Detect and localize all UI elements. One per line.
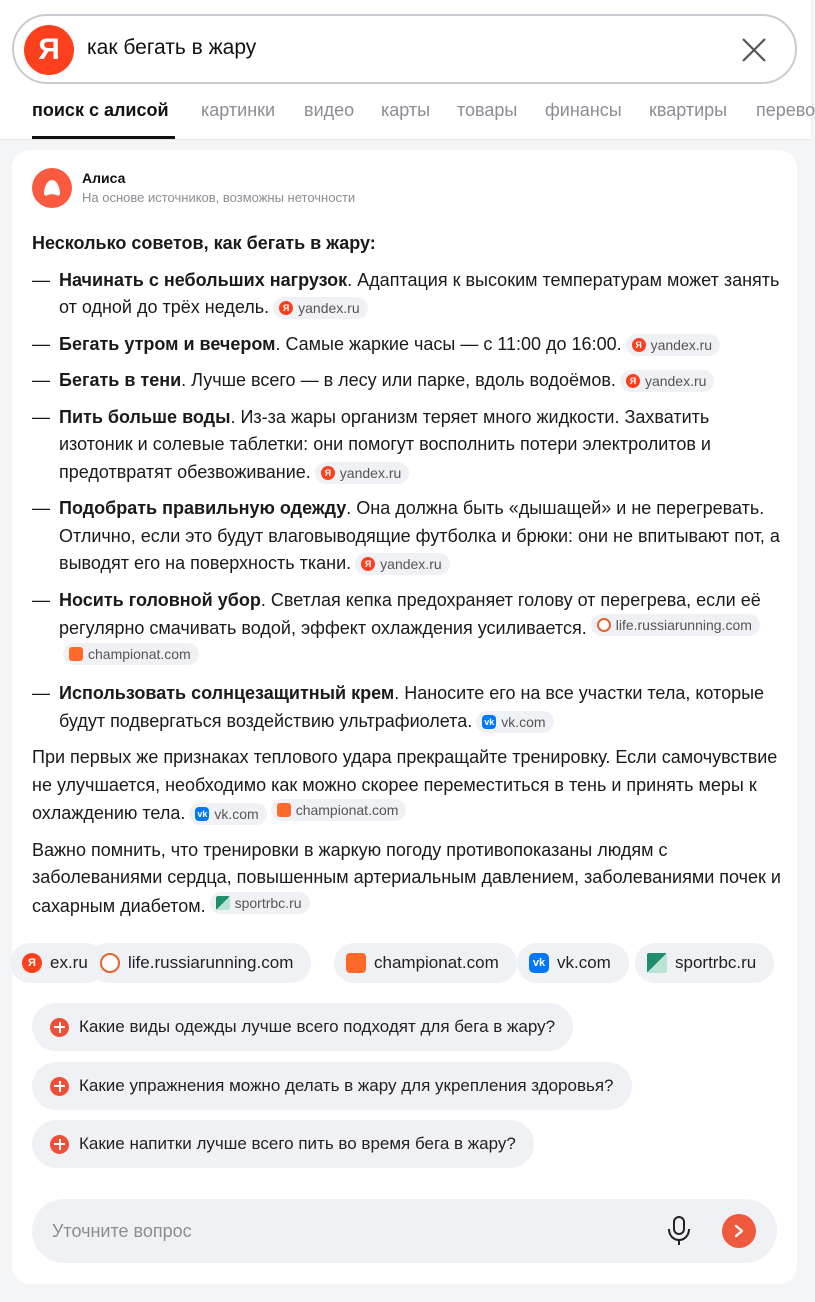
- sportrbc-icon: [647, 953, 667, 973]
- source-chip-label: life.russiarunning.com: [615, 617, 752, 633]
- suggestion-exercises[interactable]: [32, 1062, 632, 1110]
- tab-images[interactable]: картинки: [201, 100, 276, 120]
- russiarunning-icon: [597, 618, 611, 632]
- item-title: Бегать утром и вечером: [59, 333, 276, 354]
- source-chip-label: yandex.ru: [644, 373, 707, 389]
- source-chip[interactable]: [626, 334, 720, 356]
- chevron-right-icon: [732, 1224, 746, 1238]
- item-text: . Адаптация к высоким температурам может занять от одной до трёх недель.: [59, 269, 780, 317]
- yandex-icon: Я: [22, 953, 42, 973]
- source-chip-label: championat.com: [295, 802, 399, 818]
- item-title: Использовать солнцезащитный крем: [59, 683, 395, 703]
- answer-item: [32, 587, 782, 672]
- paragraph-text: При первых же признаках теплового удара прекращайте тренировку. Если самочувствие не улучшается, необходимо как можно скорее переместиться в тень и принять меры к охлаждению тела.: [32, 747, 778, 823]
- source-chip[interactable]: [273, 297, 367, 319]
- header: [0, 0, 815, 140]
- list-dash: —: [32, 333, 50, 354]
- answer-paragraph: [32, 837, 782, 921]
- answer-item: [32, 404, 782, 487]
- answer-item: [32, 367, 782, 395]
- tab-products[interactable]: товары: [457, 100, 518, 120]
- tab-finance[interactable]: финансы: [545, 100, 622, 120]
- championat-icon: [277, 803, 291, 817]
- sportrbc-icon: [216, 896, 230, 910]
- source-chip[interactable]: [591, 614, 760, 636]
- close-icon[interactable]: [740, 36, 768, 64]
- alice-answer-card: [12, 150, 797, 1284]
- suggestion-label: Какие упражнения можно делать в жару для укрепления здоровья?: [79, 1076, 614, 1095]
- answer-paragraphs: [32, 744, 782, 920]
- answer-paragraph: [32, 744, 782, 828]
- microphone-icon[interactable]: [666, 1215, 692, 1247]
- list-dash: —: [32, 589, 50, 610]
- item-text: . Из-за жары организм теряет много жидкости. Захватить изотоник и солевые таблетки: они помогут восполнить потери электролитов и предотвратят обезвоживание.: [59, 406, 711, 482]
- yandex-icon: Я: [279, 301, 293, 315]
- suggestion-label: Какие напитки лучше всего пить во время бега в жару?: [79, 1134, 516, 1153]
- tab-alice[interactable]: поиск с алисой: [32, 100, 169, 120]
- item-text: . Самые жаркие часы — с 11:00 до 16:00.: [275, 333, 622, 354]
- source-chip-label: yandex.ru: [650, 336, 713, 353]
- item-text: . Она должна быть «дышащей» и не перегревать. Отлично, если это будут влаговыводящие футболка и брюки: они не впитывают пот, а выводят его на поверхность ткани.: [59, 498, 780, 573]
- list-dash: —: [32, 269, 50, 290]
- source-chip[interactable]: [315, 462, 409, 484]
- send-button[interactable]: [722, 1214, 756, 1248]
- item-title: Начинать с небольших нагрузок: [59, 269, 348, 290]
- vk-icon: vk: [197, 809, 208, 819]
- vk-icon: vk: [484, 716, 495, 727]
- plus-icon: [50, 1135, 69, 1154]
- yandex-icon: Я: [361, 557, 375, 571]
- alice-icon: [32, 168, 72, 208]
- tab-apartments[interactable]: квартиры: [649, 100, 728, 120]
- active-tab-indicator: [32, 136, 175, 139]
- answer-item: [32, 267, 782, 322]
- search-bar[interactable]: [12, 14, 797, 84]
- source-chip-label: vk.com: [501, 713, 546, 730]
- search-query[interactable]: как бегать в жару: [87, 36, 257, 59]
- alice-logo-icon: [42, 178, 62, 198]
- source-pill-vk[interactable]: [517, 943, 629, 983]
- source-chip-label: yandex.ru: [339, 464, 402, 481]
- search-tabs: [0, 100, 815, 140]
- source-chip[interactable]: [620, 370, 714, 392]
- item-title: Подобрать правильную одежду: [59, 498, 347, 518]
- suggestion-label: Какие виды одежды лучше всего подходят для бега в жару?: [79, 1017, 556, 1036]
- item-title: Пить больше воды: [59, 406, 231, 427]
- source-pill-label: ex.ru: [50, 953, 88, 972]
- list-dash: —: [32, 498, 50, 518]
- source-pill-label: life.russiarunning.com: [128, 953, 294, 972]
- source-pill-russiarunning[interactable]: [88, 943, 311, 983]
- source-pill-label: sportrbc.ru: [675, 953, 757, 972]
- list-dash: —: [32, 406, 50, 427]
- answer-body: [32, 230, 782, 929]
- plus-icon: [50, 1077, 69, 1096]
- paragraph-text: Важно помнить, что тренировки в жаркую погоду противопоказаны людям с заболеваниями сердца, повышенным артериальным давлением, заболеваниями почек и сахарным диабетом.: [32, 839, 781, 916]
- source-pill-label: championat.com: [374, 953, 499, 972]
- item-text: . Лучше всего — в лесу или парке, вдоль водоёмов.: [181, 370, 616, 390]
- source-chip-label: yandex.ru: [380, 556, 442, 572]
- item-text: . Наносите его на все участки тела, которые будут подвергаться воздействию ультрафиолета.: [59, 683, 765, 731]
- source-pill-sportrbc[interactable]: [635, 943, 774, 983]
- vk-icon: vk: [529, 953, 549, 973]
- source-chip-label: yandex.ru: [298, 300, 360, 316]
- sources-carousel[interactable]: [28, 943, 785, 983]
- source-chip[interactable]: [63, 643, 199, 665]
- russiarunning-icon: [100, 953, 120, 973]
- followup-input[interactable]: [52, 1199, 632, 1263]
- source-chip[interactable]: [189, 803, 266, 825]
- yandex-icon: Я: [626, 374, 640, 388]
- item-title: Бегать в тени: [59, 370, 182, 390]
- yandex-icon: Я: [632, 338, 646, 352]
- source-chip-label: vk.com: [214, 806, 259, 822]
- answer-item: [32, 680, 782, 735]
- alice-disclaimer: На основе источников, возможны неточности: [82, 190, 356, 205]
- answer-heading: Несколько советов, как бегать в жару:: [32, 233, 376, 253]
- source-chip[interactable]: [271, 799, 407, 821]
- source-chip[interactable]: [210, 892, 310, 914]
- suggestion-clothes[interactable]: [32, 1003, 573, 1051]
- item-title: Носить головной убор: [59, 589, 261, 610]
- source-pill-label: vk.com: [557, 953, 611, 972]
- championat-icon: [69, 647, 83, 661]
- alice-name: Алиса: [82, 170, 126, 186]
- answer-list: [32, 267, 782, 736]
- answer-item: [32, 495, 782, 578]
- championat-icon: [346, 953, 366, 973]
- source-chip-label: championat.com: [88, 645, 191, 662]
- source-chip[interactable]: [476, 711, 553, 733]
- plus-icon: [50, 1018, 69, 1037]
- yandex-icon: Я: [321, 466, 335, 480]
- list-dash: —: [32, 683, 50, 703]
- tab-video[interactable]: видео: [304, 100, 355, 120]
- source-chip-label: sportrbc.ru: [234, 894, 302, 911]
- answer-item: [32, 331, 782, 359]
- tab-maps[interactable]: карты: [381, 100, 431, 120]
- list-dash: —: [32, 370, 50, 390]
- source-pill-championat[interactable]: [334, 943, 517, 983]
- tab-translate[interactable]: перево: [756, 100, 815, 120]
- followup-bar: [32, 1199, 777, 1263]
- item-text: . Светлая кепка предохраняет голову от перегрева, если её регулярно смачивать водой, эффект охлаждения усиливается.: [59, 589, 761, 638]
- suggestion-drinks[interactable]: [32, 1120, 534, 1168]
- yandex-logo[interactable]: Я: [24, 25, 74, 75]
- source-chip[interactable]: [355, 553, 449, 575]
